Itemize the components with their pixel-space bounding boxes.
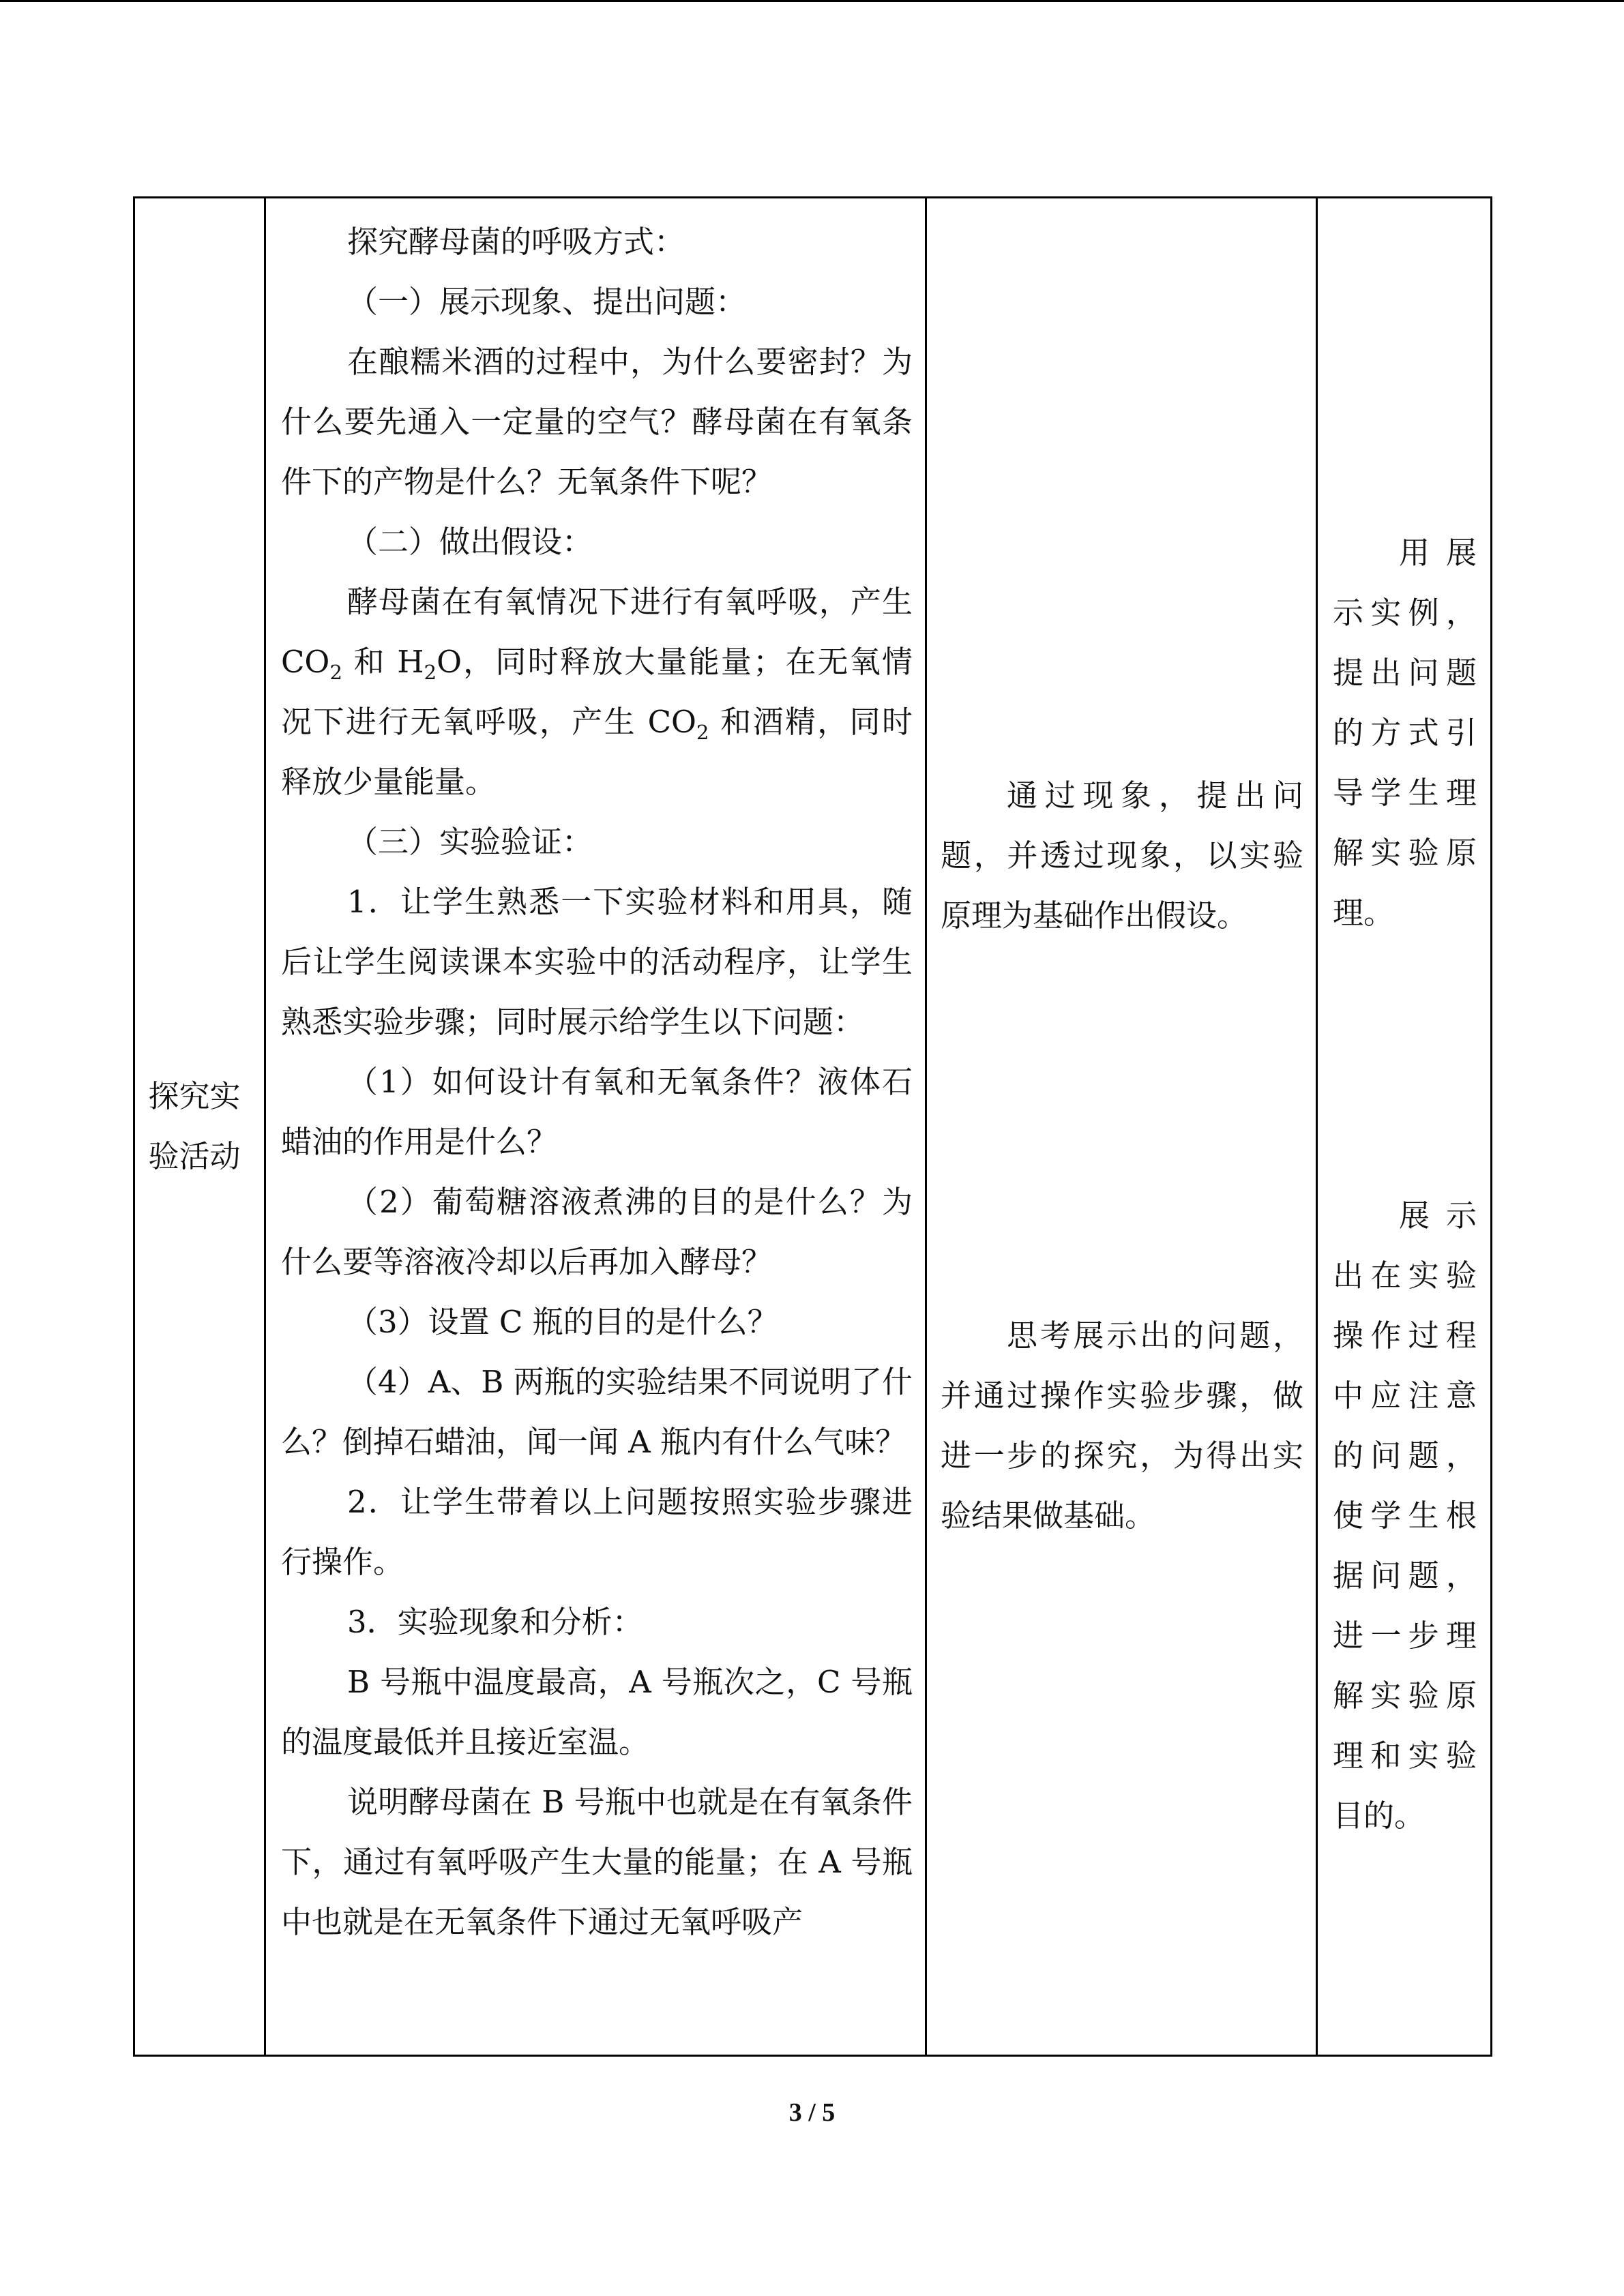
content-paragraph: 说明酵母菌在 B 号瓶中也就是在有氧条件下，通过有氧呼吸产生大量的能量；在 A 号瓶中也就是在无氧条件下通过无氧呼吸产 <box>281 1784 913 1940</box>
content-paragraph: 在酿糯米酒的过程中，为什么要密封？为什么要先通入一定量的空气？酵母菌在有氧条件下的产物是什么？无氧条件下呢？ <box>281 344 913 500</box>
design-intent-note-1: 用展示实例，提出问题的方式引导学生理解实验原理。 <box>1333 535 1477 931</box>
content-paragraph: （一）展示现象、提出问题： <box>347 284 747 320</box>
activity-label: 探究实验活动 <box>148 1078 241 1174</box>
student-note-2: 思考展示出的问题，并通过操作实验步骤，做进一步的探究，为得出实验结果做基础。 <box>941 1317 1303 1534</box>
content-paragraph: 2．让学生带着以上问题按照实验步骤进行操作。 <box>281 1484 913 1580</box>
content-paragraph: （2）葡萄糖溶液煮沸的目的是什么？为什么要等溶液冷却以后再加入酵母？ <box>281 1184 913 1280</box>
top-border-line <box>0 0 1624 2</box>
teaching-content-paragraphs <box>281 212 913 1952</box>
content-paragraph: （4）A、B 两瓶的实验结果不同说明了什么？倒掉石蜡油，闻一闻 A 瓶内有什么气味？ <box>281 1364 913 1460</box>
content-paragraph: B 号瓶中温度最高，A 号瓶次之，C 号瓶的温度最低并且接近室温。 <box>281 1664 913 1760</box>
design-intent-column <box>1318 198 1490 2055</box>
lesson-plan-table <box>133 196 1492 2057</box>
content-paragraph: 3．实验现象和分析： <box>347 1604 643 1640</box>
teaching-content-column <box>266 198 927 2055</box>
content-paragraph: （三）实验验证： <box>347 824 593 860</box>
activity-column <box>135 198 266 2055</box>
content-paragraph: （3）设置 C 瓶的目的是什么？ <box>347 1304 778 1340</box>
design-intent-note-2: 展示出在实验操作过程中应注意的问题，使学生根据问题，进一步理解实验原理和实验目的。 <box>1333 1197 1477 1834</box>
content-paragraph: （二）做出假设： <box>347 524 593 560</box>
student-activity-column <box>927 198 1318 2055</box>
content-paragraph: （1）如何设计有氧和无氧条件？液体石蜡油的作用是什么？ <box>281 1064 913 1160</box>
content-paragraph: 探究酵母菌的呼吸方式： <box>347 224 685 260</box>
page-number: 3 / 5 <box>788 2098 836 2127</box>
content-paragraph: 1．让学生熟悉一下实验材料和用具，随后让学生阅读课本实验中的活动程序，让学生熟悉实验步骤；同时展示给学生以下问题： <box>281 884 913 1040</box>
content-paragraph: 酵母菌在有氧情况下进行有氧呼吸，产生 $CO_2$ 和 $H_2O$，同时释放大量能量；在无氧情况下进行无氧呼吸，产生 $CO_2$ 和酒精，同时释放少量能量。 <box>281 584 913 800</box>
student-note-1: 通过现象，提出问题，并透过现象，以实验原理为基础作出假设。 <box>941 777 1303 934</box>
